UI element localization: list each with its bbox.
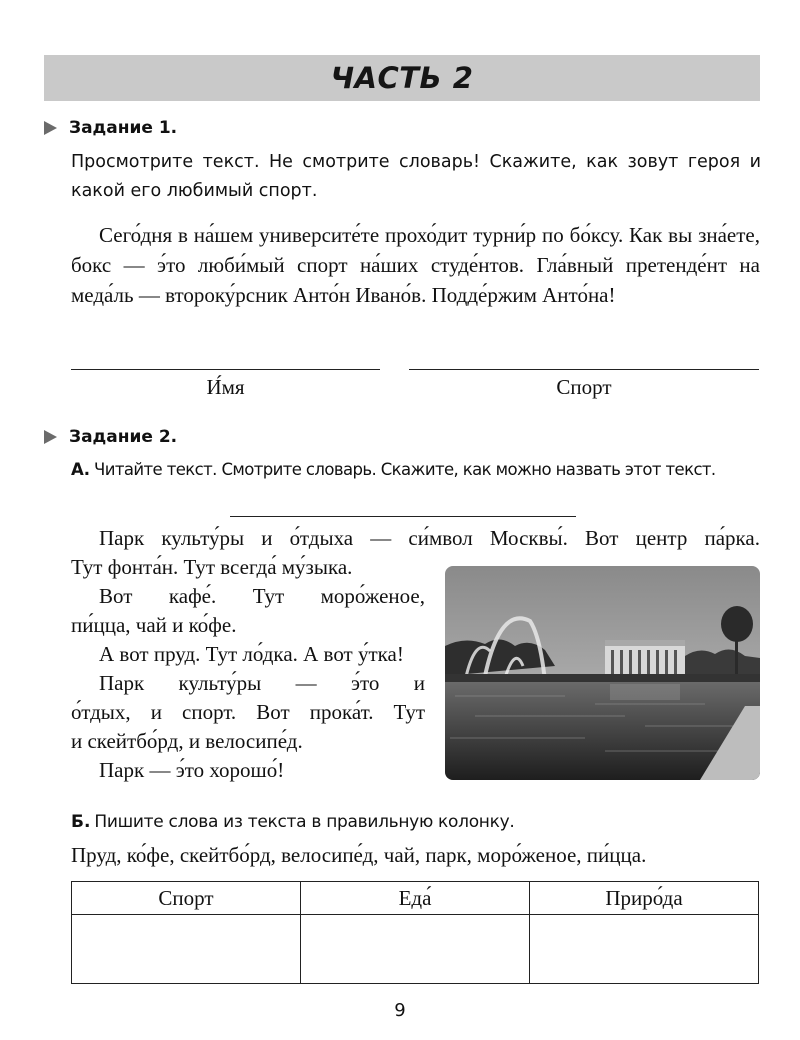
task1-reading-text xyxy=(71,220,760,310)
name-answer-line[interactable] xyxy=(71,369,380,370)
task2-heading-label: Задание 2. xyxy=(69,427,178,447)
task2-b-text: Пишите слова из текста в правильную колонку. xyxy=(94,812,515,832)
word-list: Пруд, ко́фе, скейтбо́рд, велосипе́д, чай, парк, моро́женое, пи́цца. xyxy=(71,843,647,867)
park-line: Тут фонта́н. Тут всегда́ му́зыка. xyxy=(71,555,353,579)
name-caption: И́мя xyxy=(206,375,245,399)
task2-a-instruction xyxy=(71,460,716,479)
sport-answer-line[interactable] xyxy=(409,369,759,370)
park-fountain-photo xyxy=(445,566,760,780)
part-title: ЧАСТЬ 2 xyxy=(330,61,474,95)
task2-b-instruction xyxy=(71,812,514,832)
column-header-nature: Приро́да xyxy=(530,882,759,915)
park-line: о́тдых, и спорт. Вот прока́т. Тут xyxy=(71,700,425,724)
task1-reading-paragraph: Сего́дня в на́шем университе́те прохо́дит турни́р по бо́ксу. Как вы зна́ете, бокс — э́то люби́мый спорт на́ших студе́нтов. Гла́вный претенде́нт на меда́ль — второку́рсник Анто́н Ивано́в. Подде́ржим Анто́на! xyxy=(71,223,760,307)
sport-caption: Спорт xyxy=(556,375,612,399)
answer-cell-nature[interactable] xyxy=(530,915,759,984)
task1-heading-label: Задание 1. xyxy=(69,118,178,138)
park-line: А вот пруд. Тут ло́дка. А вот у́тка! xyxy=(99,642,404,666)
word-sort-table xyxy=(71,881,759,984)
part-title-banner xyxy=(44,55,760,101)
title-answer-line[interactable] xyxy=(230,516,576,517)
task2-a-text: Читайте текст. Смотрите словарь. Скажите, как можно назвать этот текст. xyxy=(94,460,716,479)
answer-cell-food[interactable] xyxy=(301,915,530,984)
park-line: и скейтбо́рд, и велосипе́д. xyxy=(71,729,303,753)
answer-cell-sport[interactable] xyxy=(72,915,301,984)
park-line: Парк — э́то хорошо́! xyxy=(99,758,285,782)
park-line: пи́цца, чай и ко́фе. xyxy=(71,613,237,637)
park-line: Парк культу́ры и о́тдыха — си́мвол Москвы́. Вот центр па́рка. xyxy=(99,526,760,550)
triangle-bullet-icon xyxy=(44,121,57,135)
task2-heading xyxy=(44,427,177,447)
page-number: 9 xyxy=(394,1000,406,1021)
column-header-food: Еда́ xyxy=(301,882,530,915)
column-header-sport: Спорт xyxy=(72,882,301,915)
task2-b-label: Б. xyxy=(71,812,91,832)
park-line: Вот кафе́. Тут моро́женое, xyxy=(99,584,425,608)
task2-a-label: А. xyxy=(71,460,91,479)
park-line: Парк культу́ры — э́то и xyxy=(99,671,425,695)
task1-heading xyxy=(44,118,177,138)
task1-instruction: Просмотрите текст. Не смотрите словарь! Скажите, как зовут героя и какой его любимый спорт. xyxy=(71,152,761,201)
triangle-bullet-icon xyxy=(44,430,57,444)
